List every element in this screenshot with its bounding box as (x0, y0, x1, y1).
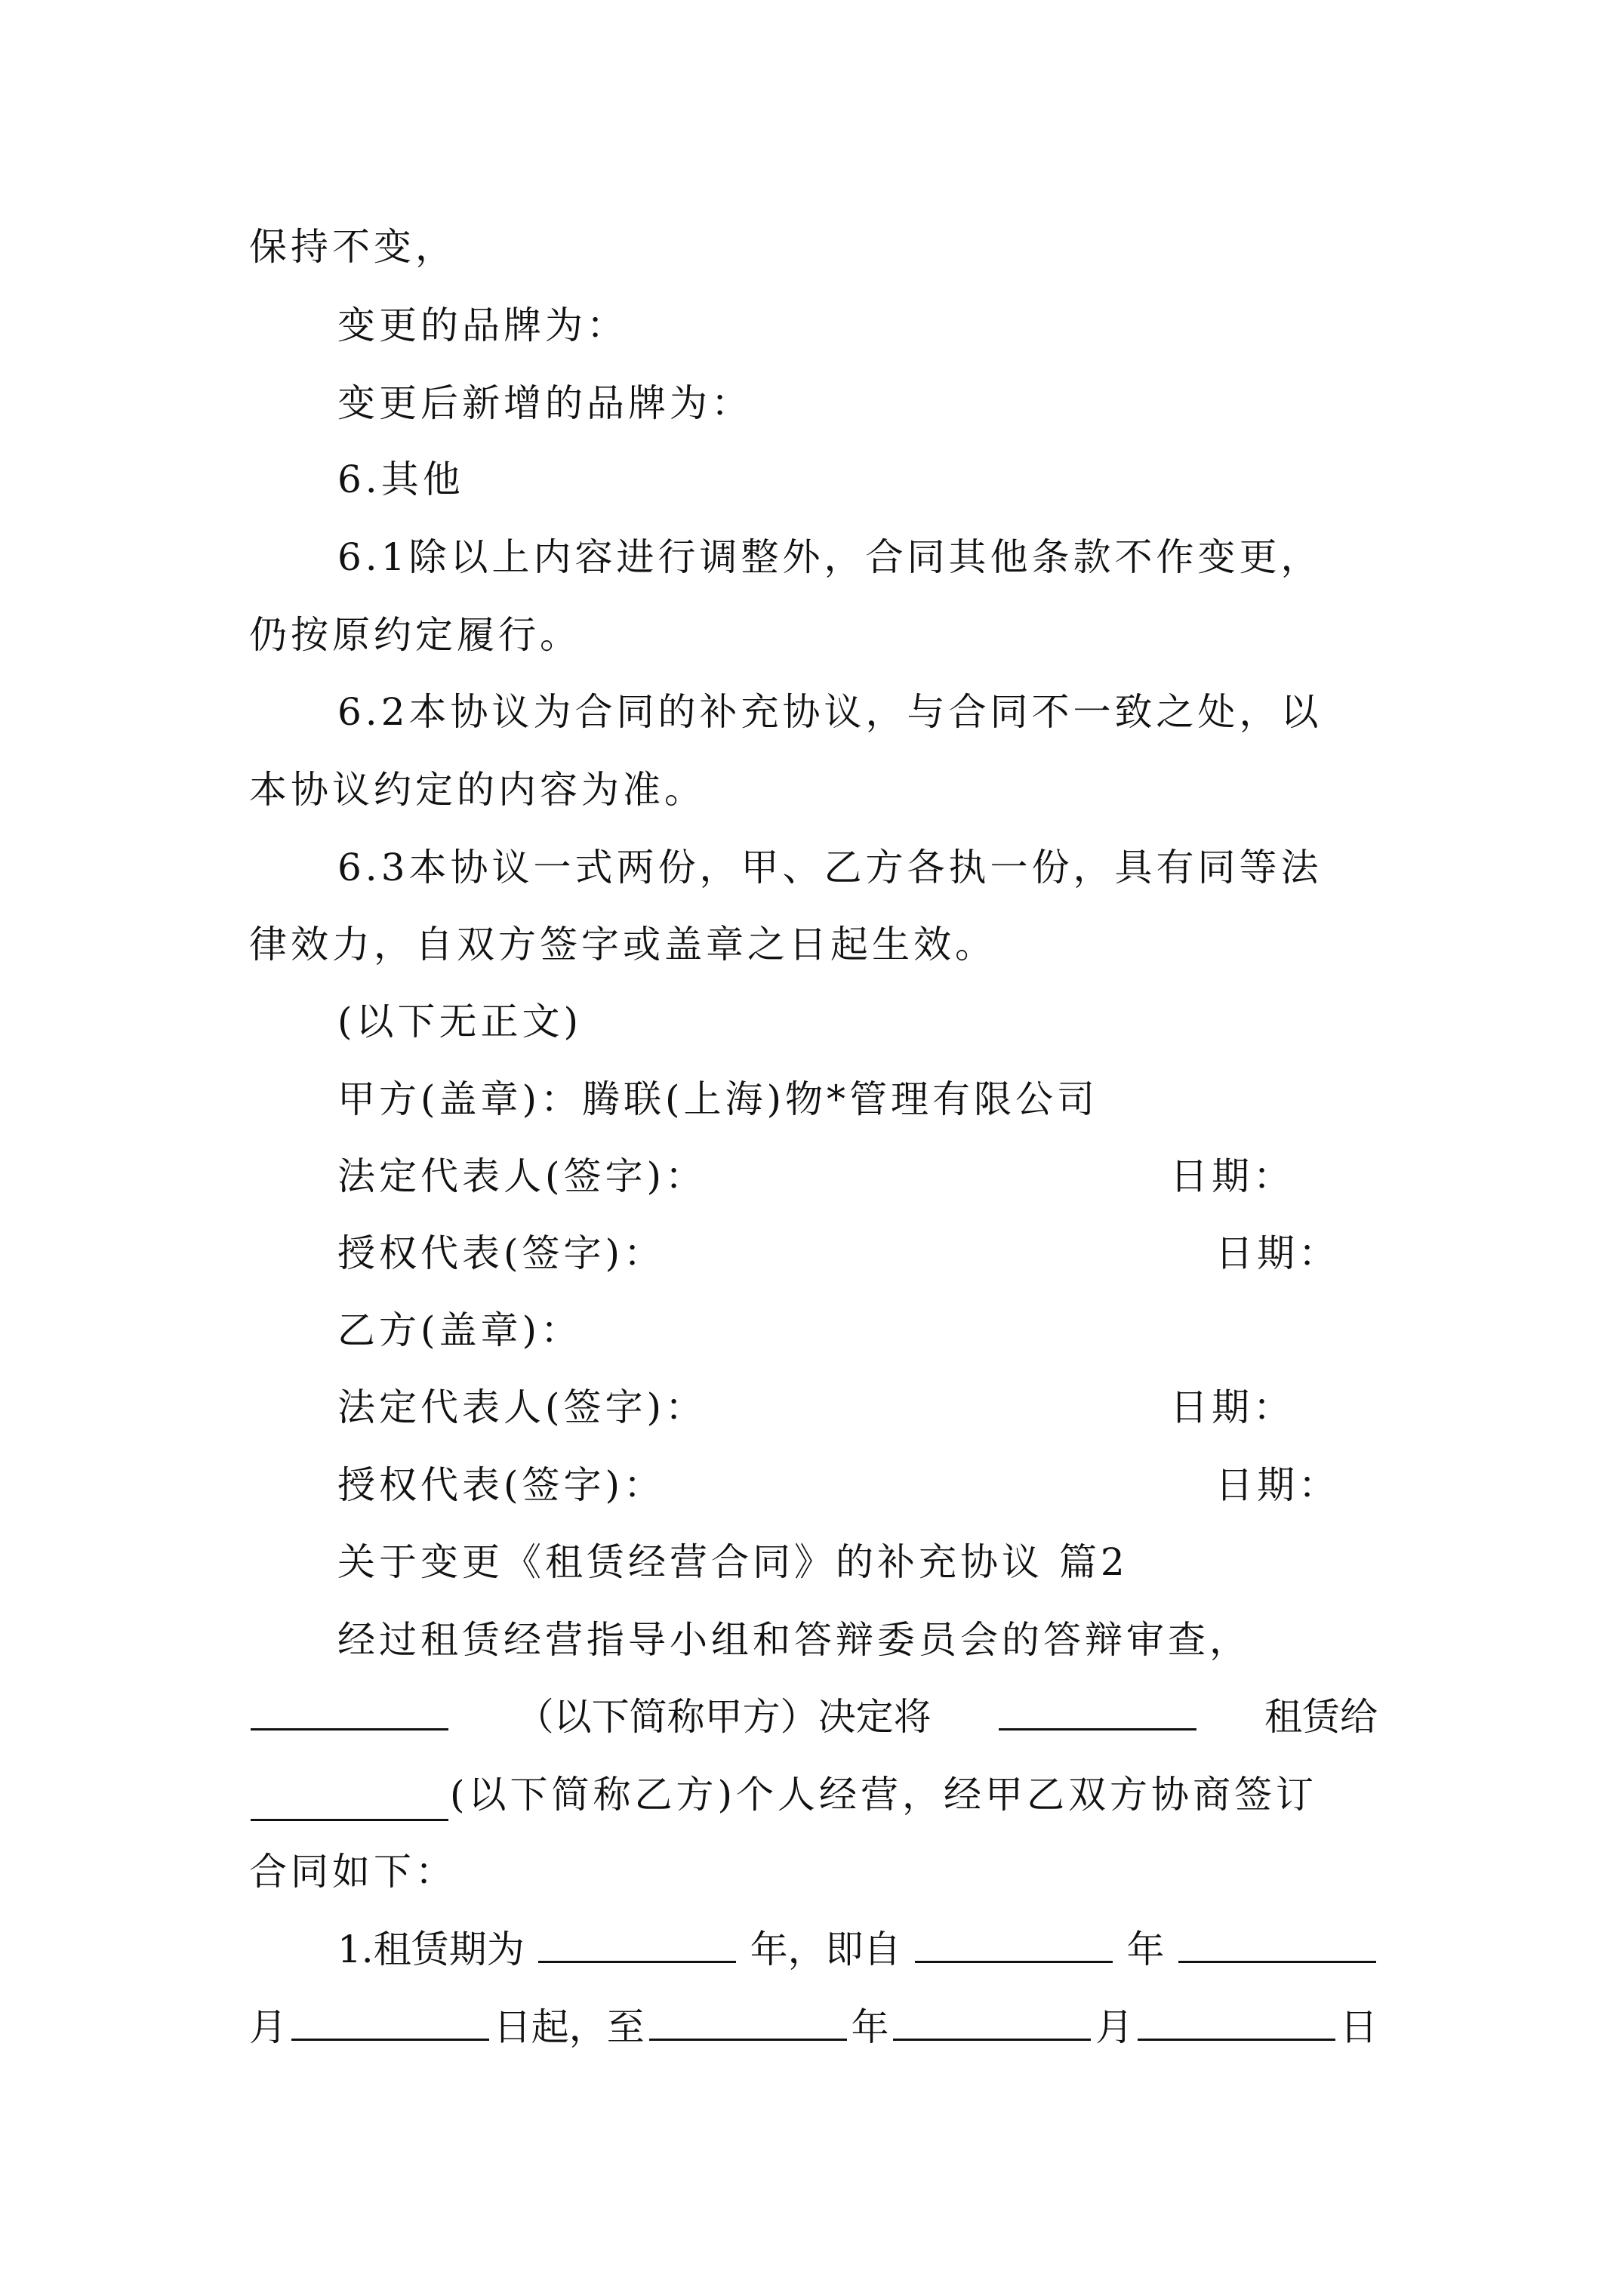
fill-blank (1178, 1923, 1376, 1963)
fill-blank (915, 1923, 1113, 1963)
text-line: 变更的品牌为： (337, 304, 628, 347)
fill-blank (291, 2001, 489, 2041)
text-fragment: 日 (1340, 2005, 1378, 2049)
text-line: 变更后新增的品牌为： (337, 381, 753, 425)
text-fragment: 租赁给 (1264, 1695, 1378, 1739)
date-label: 日期： (1215, 1231, 1340, 1275)
party-a-line: 甲方(盖章)：腾联(上海)物*管理有限公司 (337, 1077, 1099, 1121)
text-line: 经过租赁经营指导小组和答辩委员会的答辩审查， (337, 1618, 1251, 1662)
section-title: 关于变更《租赁经营合同》的补充协议 篇2 (337, 1540, 1129, 1584)
signature-label: 授权代表(签字)： (337, 1231, 666, 1275)
fill-blank (251, 1781, 448, 1821)
text-line: 律效力，自双方签字或盖章之日起生效。 (249, 923, 996, 966)
text-line-with-blanks (337, 1923, 1378, 1976)
signature-label: 法定代表人(签字)： (337, 1154, 707, 1198)
text-fragment: （以下简称甲方）决定将 (516, 1695, 932, 1739)
signature-label: 授权代表(签字)： (337, 1463, 666, 1507)
text-fragment: 月 (249, 2005, 287, 2049)
text-line: 6.3本协议一式两份，甲、乙方各执一份，具有同等法 (337, 846, 1323, 889)
date-label: 日期： (1170, 1154, 1295, 1198)
fill-blank (538, 1923, 736, 1963)
text-line: (以下无正文) (337, 1000, 583, 1043)
date-label: 日期： (1170, 1385, 1295, 1429)
fill-blank (1138, 2001, 1335, 2041)
fill-blank (251, 1690, 448, 1730)
text-fragment: 1.租赁期为 (337, 1928, 525, 1971)
text-fragment: (以下简称乙方)个人经营，经甲乙双方协商签订 (450, 1773, 1318, 1817)
text-line: 6.1除以上内容进行调整外，合同其他条款不作变更， (337, 535, 1323, 579)
fill-blank (999, 1690, 1196, 1730)
text-line: 保持不变， (249, 225, 457, 269)
text-fragment: 日起，至 (493, 2005, 645, 2049)
text-fragment: 年 (1126, 1928, 1165, 1971)
text-line: 合同如下： (249, 1850, 457, 1894)
text-line-with-blanks (249, 1690, 1378, 1743)
text-line: 本协议约定的内容为准。 (249, 768, 706, 812)
party-b-line: 乙方(盖章)： (337, 1308, 583, 1352)
text-line-with-blanks (249, 1768, 1317, 1821)
section-heading: 6.其他 (337, 458, 464, 501)
text-fragment: 月 (1095, 2005, 1134, 2049)
fill-blank (893, 2001, 1091, 2041)
text-fragment: 年 (851, 2005, 889, 2049)
fill-blank (649, 2001, 847, 2041)
signature-label: 法定代表人(签字)： (337, 1385, 707, 1429)
text-fragment: 年，即自 (750, 1928, 901, 1971)
text-line: 仍按原约定履行。 (249, 613, 581, 657)
date-label: 日期： (1215, 1463, 1340, 1507)
text-line: 6.2本协议为合同的补充协议，与合同不一致之处，以 (337, 690, 1323, 734)
text-line-with-blanks (249, 2001, 1378, 2054)
